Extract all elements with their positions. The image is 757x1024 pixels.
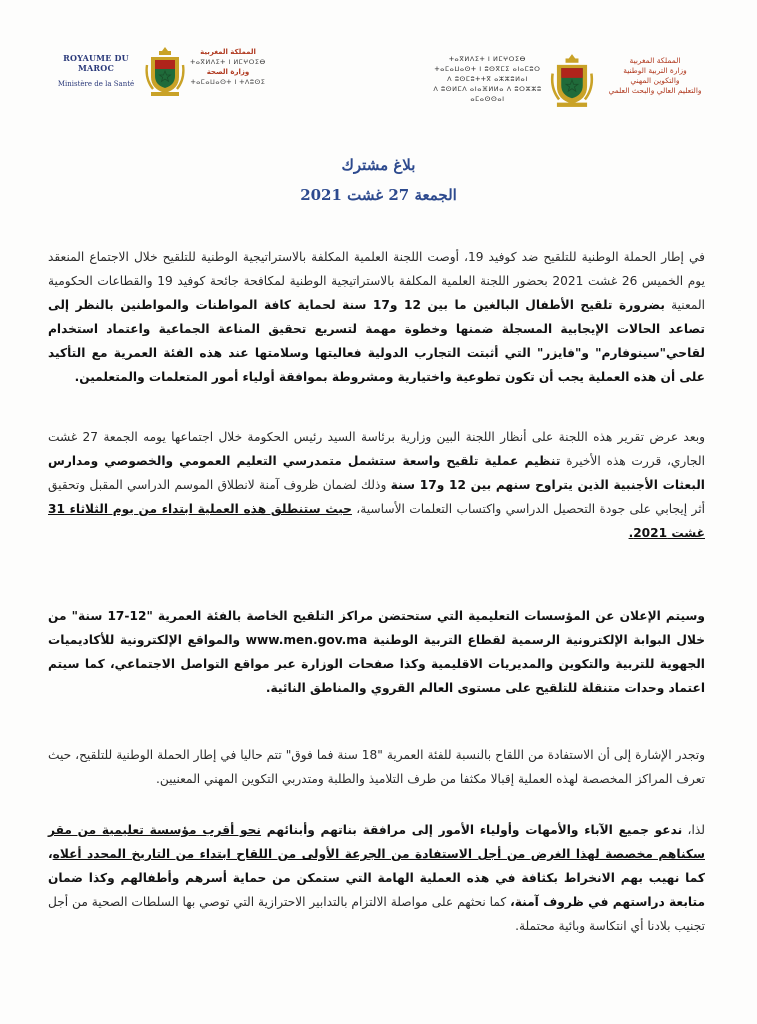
ministry-ar: وزارة الصحة <box>206 68 250 76</box>
p1-bold: بضرورة تلقيح الأطفال البالغين ما بين 12 و17 سنة لحماية كافة المواطنات والمواطنين بالنظر إلى تصاعد الحالات الإيجابية المسجلة ضمنها وخطوة مهمة لتسريع تحقيق المناعة الجماعية واعتماد استخدام لقاحي"سينوفارم" و"فايزر" التي أثبتت التجارب الدولية فعاليتها وسلامتها عند هذه الفئة العمرية مع التأكيد على أن هذه العملية يجب أن تكون تطوعية واختيارية ومشروطة بموافقة أولياء أمور المتعلمات والمتعلمين. <box>48 298 705 385</box>
document-date: الجمعة 27 غشت 2021 <box>300 186 457 204</box>
paragraph-5 <box>48 818 705 938</box>
health-ministry-ar <box>190 47 266 87</box>
ar-line-3: والتكوين المهني <box>630 76 680 85</box>
health-ministry-header <box>50 45 265 105</box>
ministry-fr: Ministère de la Santé <box>57 80 135 88</box>
ar-line-2: وزارة التربية الوطنية <box>623 66 687 75</box>
p2-text: وبعد عرض تقرير هذه اللجنة على أنظار اللجنة البين وزارية برئاسة السيد رئيس الحكومة خلال اجتماعها يومه الجمعة 27 غشت الجاري، قررت هذه الأخيرة <box>48 430 705 469</box>
ar-line-4: والتعليم العالي والبحث العلمي <box>608 86 702 95</box>
p4-text: وتجدر الإشارة إلى أن الاستفادة من اللقاح بالنسبة للفئة العمرية "18 سنة فما فوق" تتم حاليا في إطار الحملة الوطنية للتلقيح، حيث تعرف المراكز المخصصة لهذه العملية إقبالا مكثفا من طرف التلاميذ والطلبة ومتدربي التكوين المهني المعنيين. <box>48 748 706 787</box>
ministry-tif: ⵜⴰⵎⴰⵡⴰⵙⵜ ⵏ ⵜⴷⵓⵙⵉ <box>190 78 266 86</box>
paragraph-3 <box>48 604 705 700</box>
paragraph-1 <box>48 245 705 390</box>
morocco-emblem-icon <box>550 52 594 108</box>
p2-underlined: حيث ستنطلق هذه العملية ابتداء من يوم الثلاثاء 31 غشت 2021. <box>48 502 705 541</box>
p2-text-2: وذلك لضمان ظروف آمنة لانطلاق الموسم الدراسي المقبل وتحقيق أثر إيجابي على جودة التحصيل الدراسي واكتساب التعلمات الأساسية، <box>48 478 705 517</box>
education-ministry-tif <box>430 54 545 104</box>
p5-bold: ندعو جميع الآباء والأمهات وأولياء الأمور إلى مرافقة بناتهم وأبنائهم <box>261 823 683 837</box>
p3-bold: وسيتم الإعلان عن المؤسسات التعليمية التي ستحتضن مراكز التلقيح الخاصة بالفئة العمرية "12-17 سنة" من خلال البوابة الإلكترونية الرسمية لقطاع التربية الوطنية www.men.gov.ma والمواقع الإلكترونية للأكاديميات الجهوية للتربية والتكوين والمديريات الاقليمية وكذا صفحات الوزارة عبر مواقع التواصل الاجتماعي، كما سيتم اعتماد وحدات متنقلة للتلقيح على مستوى العالم القروي والمناطق النائية. <box>48 609 705 696</box>
p5-underlined: نحو أقرب مؤسسة تعليمية من مقر سكناهم مخصصة لهذا الغرض من أجل الاستفادة من الجرعة الأولى من اللقاح ابتداء من التاريخ المحدد أعلاه <box>48 823 705 862</box>
health-ministry-fr <box>50 53 142 88</box>
p2-bold: تنظيم عملية تلقيح واسعة ستشمل متمدرسي التعليم العمومي والخصوصي ومدارس البعثات الأجنبية الذين يتراوح سنهم بين 12 و17 سنة <box>48 454 705 493</box>
kingdom-fr: ROYAUME DU MAROC <box>63 53 129 73</box>
p5-text: لذا، <box>682 823 705 837</box>
document-title: بلاغ مشترك <box>341 156 416 174</box>
p1-text: في إطار الحملة الوطنية للتلقيح ضد كوفيد 19، أوصت اللجنة العلمية المكلفة بالاستراتيجية الوطنية للتلقيح خلال الاجتماع المنعقد يوم الخميس 26 غشت 2021 بحضور اللجنة العلمية المكلفة بالاستراتيجية الوطنية لمكافحة جائحة كوفيد 19 والقطاعات الحكومية المعنية <box>48 250 705 313</box>
paragraph-4 <box>48 743 705 791</box>
p5-bold-2: ، كما نهيب بهم الانخراط بكثافة في هذه العملية الهامة التي ستمكن من حماية أسرهم وأطفالهم وكذا ضمان متابعة دراستهم في ظروف آمنة، <box>48 847 705 910</box>
kingdom-tif: ⵜⴰⴳⵍⴷⵉⵜ ⵏ ⵍⵎⵖⵔⵉⴱ <box>190 58 266 66</box>
education-ministry-ar <box>600 56 710 96</box>
tif-line-1: ⵜⴰⴳⵍⴷⵉⵜ ⵏ ⵍⵎⵖⵔⵉⴱ <box>448 55 527 63</box>
ar-line-1: المملكة المغربية <box>629 56 681 65</box>
tif-line-2: ⵜⴰⵎⴰⵡⴰⵙⵜ ⵏ ⵓⵙⴳⵎⵉ ⴰⵏⴰⵎⵓⵔ <box>434 65 541 73</box>
tif-line-4: ⴷ ⵓⵙⵍⵎⴷ ⴰⵏⴰⴼⵍⵍⴰ ⴷ ⵓⵔⵣⵣⵓ ⴰⵎⴰⵙⵙⴰⵏ <box>433 85 542 103</box>
tif-line-3: ⴷ ⵓⵙⵎⵓⵜⵜⴳ ⴰⵣⵣⵓⵍⴰⵏ <box>447 75 528 83</box>
morocco-emblem-icon <box>145 45 185 97</box>
kingdom-ar: المملكة المغربية <box>200 48 256 56</box>
education-ministry-header <box>430 52 710 112</box>
p5-text-2: كما نحثهم على مواصلة الالتزام بالتدابير الاحترازية التي توصي بها السلطات الصحية من أجل تجنيب بلادنا أي انتكاسة وبائية محتملة. <box>48 895 705 934</box>
paragraph-2 <box>48 425 705 545</box>
